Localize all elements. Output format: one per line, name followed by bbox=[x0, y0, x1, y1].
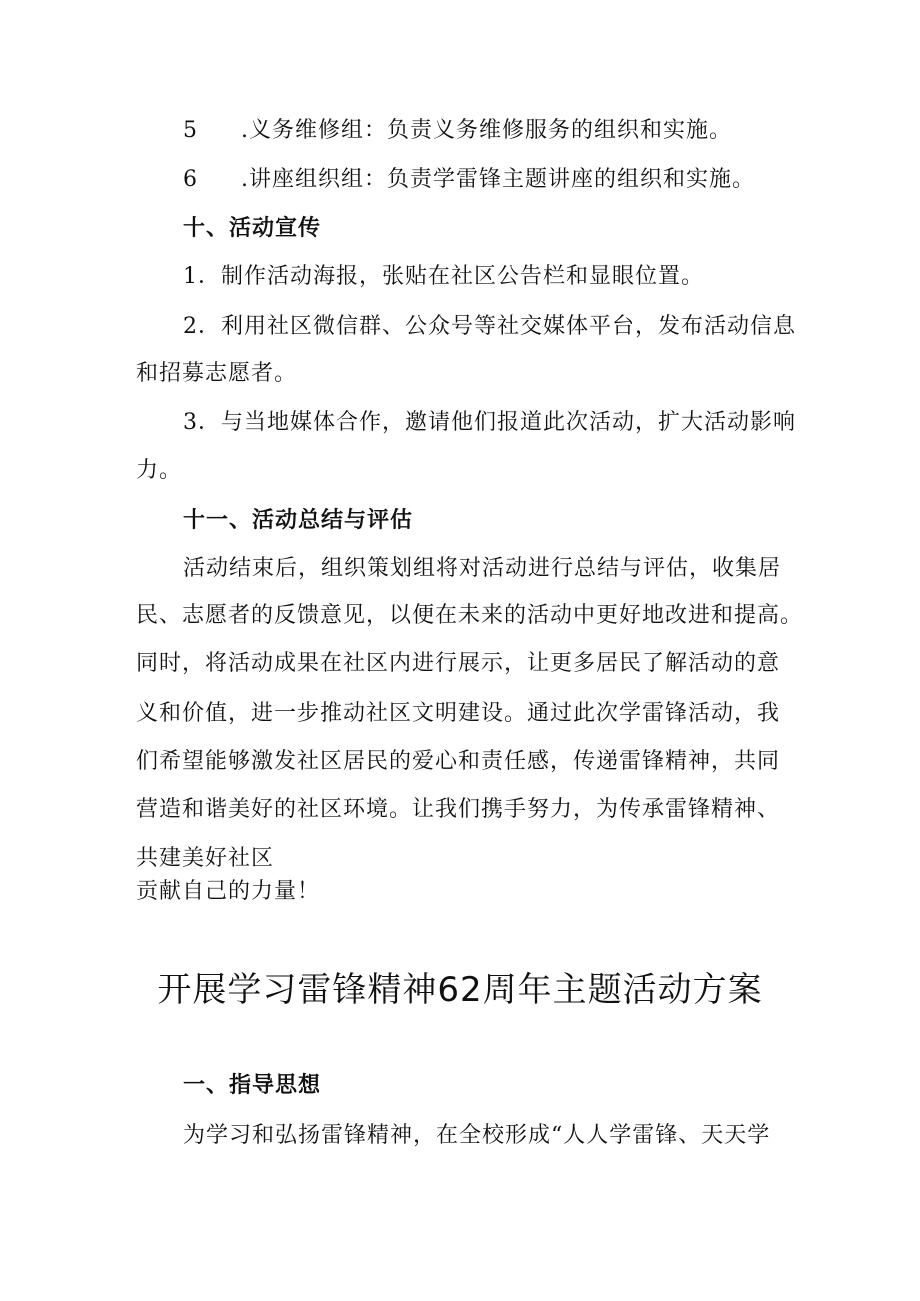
section-10-item-3-line-1: 3．与当地媒体合作，邀请他们报道此次活动，扩大活动影响 bbox=[183, 410, 796, 435]
section-11-paragraph-line: 营造和谐美好的社区环境。让我们携手努力，为传承雷锋精神、 bbox=[136, 797, 781, 822]
section-11-paragraph-line: 民、志愿者的反馈意见，以便在未来的活动中更好地改进和提高。 bbox=[136, 603, 804, 628]
section-11-paragraph-line: 们希望能够激发社区居民的爱心和责任感，传递雷锋精神，共同 bbox=[136, 749, 781, 774]
section-11-paragraph-line: 义和价值，进一步推动社区文明建设。通过此次学雷锋活动，我 bbox=[136, 701, 781, 726]
item-number: 5 bbox=[183, 118, 198, 143]
section-11-paragraph-line: 同时，将活动成果在社区内进行展示，让更多居民了解活动的意 bbox=[136, 651, 781, 676]
section-11-paragraph-line: 共建美好社区 bbox=[136, 846, 275, 871]
section-9-item-5 bbox=[183, 116, 732, 146]
section-10-item-2-line-1: 2．利用社区微信群、公众号等社交媒体平台，发布活动信息 bbox=[183, 314, 796, 339]
item-text: .义务维修组：负责义务维修服务的组织和实施。 bbox=[241, 118, 732, 143]
section-10-item-1: 1．制作活动海报，张贴在社区公告栏和显眼位置。 bbox=[183, 264, 704, 289]
section-11-paragraph-line: 活动结束后，组织策划组将对活动进行总结与评估，收集居 bbox=[183, 556, 782, 581]
section-11-heading: 十一、活动总结与评估 bbox=[183, 508, 414, 533]
section-10-item-2-line-2: 和招募志愿者。 bbox=[136, 361, 298, 386]
item-number: 6 bbox=[183, 167, 198, 192]
section-10-item-3-line-2: 力。 bbox=[136, 458, 183, 483]
document-title: 开展学习雷锋精神62周年主题活动方案 bbox=[157, 970, 763, 1010]
doc2-section-1-heading: 一、指导思想 bbox=[183, 1073, 322, 1098]
section-10-heading: 十、活动宣传 bbox=[183, 216, 322, 241]
item-text: .讲座组织组：负责学雷锋主题讲座的组织和实施。 bbox=[241, 167, 755, 192]
doc2-section-1-line-1: 为学习和弘扬雷锋精神，在全校形成“人人学雷锋、天天学 bbox=[183, 1123, 771, 1148]
section-9-item-6 bbox=[183, 165, 755, 195]
section-11-paragraph-line: 贡献自己的力量！ bbox=[136, 879, 321, 904]
